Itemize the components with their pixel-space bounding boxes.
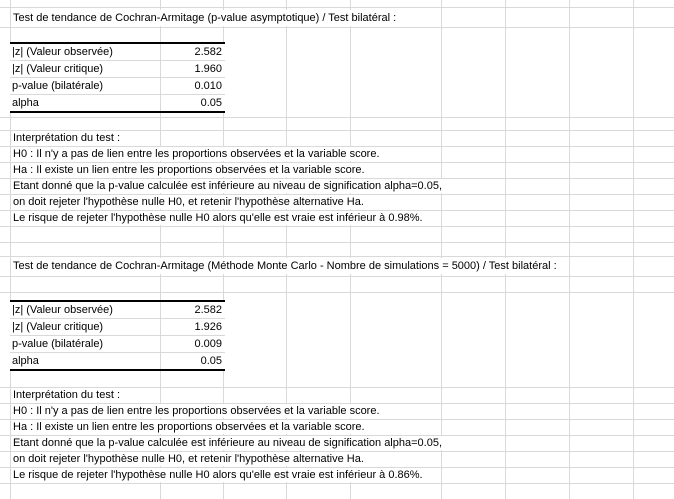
- stat-label: |z| (Valeur critique): [12, 321, 104, 333]
- stat-value: 0.010: [194, 80, 222, 92]
- column-gridline: [441, 0, 442, 499]
- row-gridline: [0, 117, 674, 118]
- column-gridline: [569, 0, 570, 499]
- stat-label: |z| (Valeur observée): [12, 304, 113, 316]
- interpretation-line-cell[interactable]: Le risque de rejeter l'hypothèse nulle H0 alors qu'elle est vraie est inférieur à 0.86%.: [11, 468, 427, 482]
- table-row[interactable]: [10, 319, 225, 336]
- interpretation-line-cell[interactable]: H0 : Il n'y a pas de lien entre les proportions observées et la variable score.: [11, 147, 384, 161]
- table-row[interactable]: [10, 95, 225, 111]
- stat-label: p-value (bilatérale): [12, 80, 104, 92]
- interpretation-line-cell[interactable]: Le risque de rejeter l'hypothèse nulle H0 alors qu'elle est vraie est inférieur à 0.98%.: [11, 211, 427, 225]
- interpretation-line-cell[interactable]: Etant donné que la p-value calculée est inférieure au niveau de signification alpha=0.05,: [11, 179, 446, 193]
- section1-title-cell[interactable]: Test de tendance de Cochran-Armitage (p-value asymptotique) / Test bilatéral :: [11, 10, 400, 26]
- table-row[interactable]: [10, 302, 225, 319]
- interpretation-line-cell[interactable]: Etant donné que la p-value calculée est inférieure au niveau de signification alpha=0.05,: [11, 436, 446, 450]
- section1-results-table: [10, 42, 225, 113]
- column-gridline: [505, 0, 506, 499]
- stat-value: 0.009: [194, 338, 222, 350]
- table-row[interactable]: [10, 44, 225, 61]
- row-gridline: [0, 7, 674, 8]
- interpretation-line-cell[interactable]: Ha : Il existe un lien entre les proportions observées et la variable score.: [11, 163, 369, 177]
- stat-value: 1.960: [194, 63, 222, 75]
- row-gridline: [0, 292, 674, 293]
- table-row[interactable]: [10, 78, 225, 95]
- row-gridline: [0, 276, 674, 277]
- stat-value: 2.582: [194, 46, 222, 58]
- table-row[interactable]: [10, 353, 225, 369]
- stat-label: alpha: [12, 97, 39, 109]
- stat-label: alpha: [12, 355, 39, 367]
- stat-value: 0.05: [200, 355, 222, 367]
- column-gridline: [633, 0, 634, 499]
- interpretation-line-cell[interactable]: on doit rejeter l'hypothèse nulle H0, et retenir l'hypothèse alternative Ha.: [11, 195, 368, 209]
- stat-label: p-value (bilatérale): [12, 338, 104, 350]
- row-gridline: [0, 27, 674, 28]
- stat-label: |z| (Valeur critique): [12, 63, 104, 75]
- interpretation-line-cell[interactable]: H0 : Il n'y a pas de lien entre les proportions observées et la variable score.: [11, 404, 384, 418]
- stat-value: 1.926: [194, 321, 222, 333]
- table-row[interactable]: [10, 61, 225, 78]
- stat-value: 0.05: [200, 97, 222, 109]
- stat-label: |z| (Valeur observée): [12, 46, 113, 58]
- interpretation-heading-cell[interactable]: Interprétation du test :: [11, 131, 124, 145]
- interpretation-line-cell[interactable]: on doit rejeter l'hypothèse nulle H0, et retenir l'hypothèse alternative Ha.: [11, 452, 368, 466]
- stat-value: 2.582: [194, 304, 222, 316]
- row-gridline: [0, 256, 674, 257]
- row-gridline: [0, 483, 674, 484]
- section2-results-table: [10, 300, 225, 371]
- section2-title-cell[interactable]: Test de tendance de Cochran-Armitage (Méthode Monte Carlo - Nombre de simulations = 5000) / Test bilatéral :: [11, 258, 561, 274]
- table-row[interactable]: [10, 336, 225, 353]
- row-gridline: [0, 242, 674, 243]
- row-gridline: [0, 226, 674, 227]
- interpretation-line-cell[interactable]: Ha : Il existe un lien entre les proportions observées et la variable score.: [11, 420, 369, 434]
- interpretation-heading-cell[interactable]: Interprétation du test :: [11, 388, 124, 402]
